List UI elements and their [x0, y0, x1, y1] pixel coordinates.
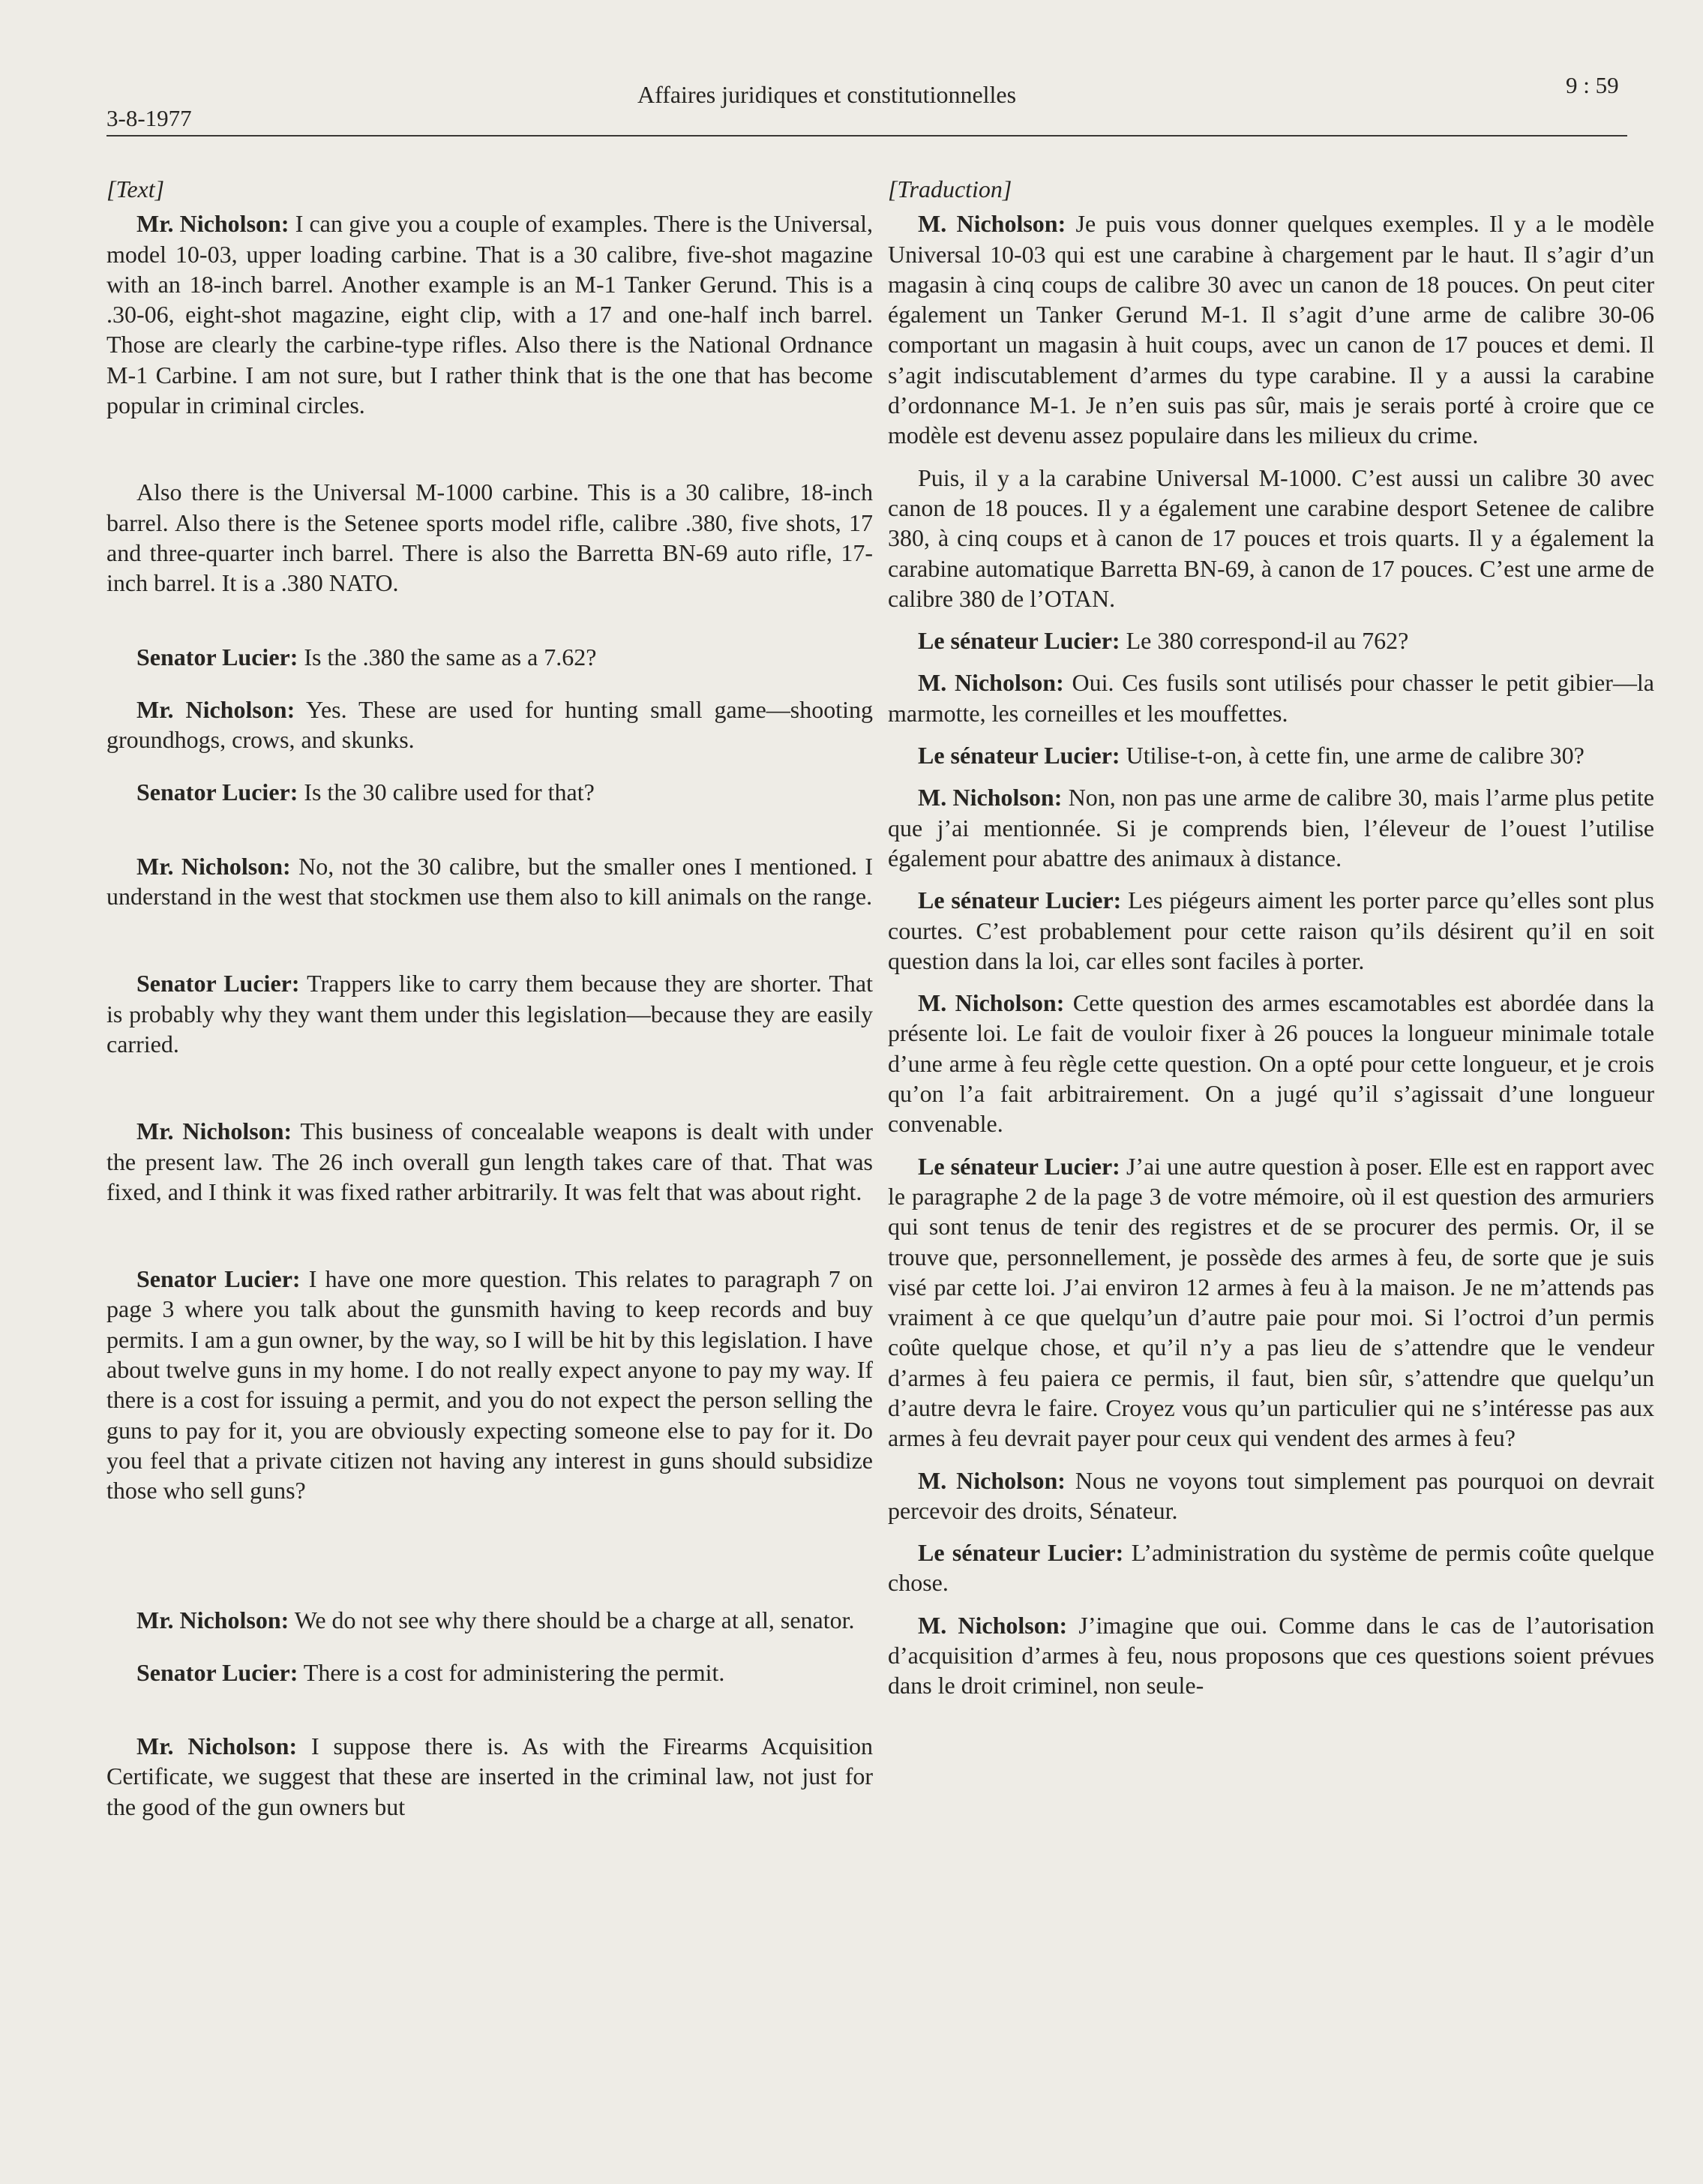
speaker-name: Mr. Nicholson:: [136, 1732, 298, 1760]
transcript-paragraph: [106, 1264, 873, 1505]
speaker-name: Senator Lucier:: [136, 643, 298, 670]
speaker-name: Le sénateur Lucier:: [918, 1152, 1120, 1180]
speaker-name: Mr. Nicholson:: [136, 210, 289, 238]
speaker-name: M. Nicholson:: [918, 1466, 1066, 1494]
header-rule: [106, 135, 1627, 136]
transcript-paragraph: [888, 668, 1654, 728]
paragraph-text: Is the 30 calibre used for that?: [298, 778, 595, 806]
paragraph-text: J’ai une autre question à poser. Elle est en rapport avec le paragraphe 2 de la page 3 de votre mémoire, où il est question des armuriers qui sont tenus de tenir des registres et de se procurer des permis. Or, il se trouve que, personnellement, je possède des armes à feu, de sorte que je suis visé par cette loi. J’ai environ 12 armes à feu à la maison. Je ne m’attends pas vraiment à ce que quelqu’un d’autre paie pour moi. Si l’octroi d’un permis coûte quelque chose, et qu’il n’y a pas lieu de s’attendre que le vendeur d’armes à feu paiera ce permis, il faut, bien sûr, s’attendre que quelqu’un d’autre devra le faire. Croyez vous qu’un particulier qui ne s’intéresse pas aux armes à feu devrait payer pour ceux qui vendent des armes à feu?: [888, 1152, 1655, 1452]
transcript-paragraph: [888, 463, 1654, 614]
transcript-paragraph: [106, 477, 873, 598]
transcript-paragraph: [888, 626, 1654, 656]
paragraph-text: Je puis vous donner quelques exemples. Il y a le modèle Universal 10-03 qui est une carabine à chargement par le haut. Il s’agir d’un magasin à cinq coups de calibre 30 avec un canon de 18 pouces. On peut citer également un Tanker Gerund M-1. Il s’agit d’une arme de calibre 30-06 comportant un magasin à huit coups, avec un canon de 17 pouces et demi. Il s’agit indiscutablement d’armes du type carabine. Il y a aussi la carabine d’ordonnance M-1. Je n’en suis pas sûr, mais je serais porté à croire que ce modèle est devenu assez populaire dans les milieux du crime.: [888, 210, 1655, 449]
transcript-paragraph: [106, 1731, 873, 1822]
speaker-name: Le sénateur Lucier:: [918, 742, 1120, 770]
speaker-name: Le sénateur Lucier:: [918, 886, 1122, 914]
speaker-name: Mr. Nicholson:: [136, 695, 295, 723]
speaker-name: M. Nicholson:: [918, 989, 1065, 1017]
speaker-name: Le sénateur Lucier:: [918, 627, 1120, 655]
paragraph-text: Also there is the Universal M-1000 carbine. This is a 30 calibre, 18-inch barrel. Also there is the Setenee sports model rifle, calibre .380, five shots, 17 and three-quarter inch barrel. There is also the Barretta BN-69 auto rifle, 17-inch barrel. It is a .380 NATO.: [106, 478, 873, 597]
speaker-name: Senator Lucier:: [136, 1265, 301, 1293]
speaker-name: Mr. Nicholson:: [136, 852, 291, 880]
paragraph-text: J’imagine que oui. Comme dans le cas de l’autorisation d’acquisition d’armes à feu, nous proposons que ces questions soient prévues dans le droit criminel, non seule-: [888, 1611, 1655, 1700]
paragraph-text: No, not the 30 calibre, but the smaller ones I mentioned. I understand in the west that stockmen use them also to kill animals on the range.: [106, 852, 874, 910]
paragraph-text: Yes. These are used for hunting small game—shooting groundhogs, crows, and skunks.: [106, 695, 873, 754]
paragraph-text: Nous ne voyons tout simplement pas pourquoi on devrait percevoir des droits, Sénateur.: [888, 1466, 1655, 1524]
transcript-paragraph: [888, 740, 1654, 770]
transcript-paragraph: [888, 1538, 1654, 1598]
paragraph-text: Utilise-t-on, à cette fin, une arme de calibre 30?: [1120, 742, 1585, 770]
transcript-paragraph: [888, 782, 1654, 873]
paragraph-text: I can give you a couple of examples. There is the Universal, model 10-03, upper loading carbine. That is a 30 calibre, five-shot magazine with an 18-inch barrel. Another example is an M-1 Tanker Gerund. This is a .30-06, eight-shot magazine, eight clip, with a 17 and one-half inch barrel. Those are clearly the carbine-type rifles. Also there is the National Ordnance M-1 Carbine. I am not sure, but I rather think that is the one that has become popular in criminal circles.: [106, 210, 874, 419]
transcript-paragraph: [888, 885, 1654, 976]
paragraph-text: This business of concealable weapons is dealt with under the present law. The 26 inch overall gun length takes care of that. That was fixed, and I think it was fixed rather arbitrarily. It was felt that was about right.: [106, 1118, 873, 1205]
transcript-paragraph: [888, 988, 1654, 1138]
transcript-paragraph: [106, 208, 873, 420]
transcript-paragraph: [106, 1605, 873, 1635]
transcript-paragraph: [888, 1466, 1654, 1526]
header-title: Affaires juridiques et constitutionnelles: [637, 81, 1017, 108]
transcript-paragraph: [888, 1610, 1654, 1701]
french-column: [888, 174, 1654, 1701]
english-column: [106, 174, 873, 1822]
speaker-name: M. Nicholson:: [918, 669, 1064, 697]
speaker-name: Senator Lucier:: [136, 1658, 298, 1686]
speaker-name: M. Nicholson:: [918, 210, 1066, 238]
transcript-paragraph: [106, 1116, 873, 1207]
speaker-name: Mr. Nicholson:: [136, 1606, 289, 1634]
paragraph-text: Les piégeurs aiment les porter parce qu’elles sont plus courtes. C’est probablement pour cette raison qu’ils désirent qu’il en soit question dans la loi, car elles sont faciles à porter.: [888, 886, 1655, 974]
english-section-label: [Text]: [106, 176, 165, 202]
paragraph-text: Is the .380 the same as a 7.62?: [298, 643, 597, 670]
paragraph-text: I suppose there is. As with the Firearms Acquisition Certificate, we suggest that these are inserted in the criminal law, not just for the good of the gun owners but: [106, 1732, 874, 1820]
paragraph-text: Puis, il y a la carabine Universal M-1000. C’est aussi un calibre 30 avec canon de 18 pouces. Il y a également une carabine desport Setenee de calibre 380, à cinq coups et à canon de 17 pouces et trois quarts. Il y a également la carabine automatique Barretta BN-69, à canon de 17 pouces. C’est une arme de calibre 380 de l’OTAN.: [888, 464, 1654, 612]
speaker-name: Mr. Nicholson:: [136, 1118, 292, 1145]
speaker-name: Senator Lucier:: [136, 970, 300, 998]
transcript-paragraph: [106, 777, 873, 807]
paragraph-text: We do not see why there should be a charge at all, senator.: [289, 1606, 855, 1634]
paragraph-text: Trappers like to carry them because they are shorter. That is probably why they want them under this legislation—because they are easily carried.: [106, 970, 874, 1058]
transcript-paragraph: [888, 208, 1654, 450]
speaker-name: Senator Lucier:: [136, 778, 298, 806]
transcript-paragraph: [106, 694, 873, 755]
speaker-name: Le sénateur Lucier:: [918, 1539, 1124, 1567]
paragraph-text: There is a cost for administering the permit.: [298, 1658, 725, 1686]
paragraph-text: Oui. Ces fusils sont utilisés pour chasser le petit gibier—la marmotte, les corneilles et les mouffettes.: [888, 669, 1655, 727]
paragraph-text: I have one more question. This relates to paragraph 7 on page 3 where you talk about the gunsmith having to keep records and buy permits. I am a gun owner, by the way, so I will be hit by this legislation. I have about twelve guns in my home. I do not really expect anyone to pay my way. If there is a cost for issuing a permit, and you do not expect the person selling the guns to pay for it, you are obviously expecting someone else to pay for it. Do you feel that a private citizen not having any interest in guns should subsidize those who sell guns?: [106, 1265, 874, 1504]
header-date: 3-8-1977: [106, 105, 192, 131]
transcript-paragraph: [106, 968, 873, 1059]
paragraph-text: Le 380 correspond-il au 762?: [1120, 627, 1409, 655]
speaker-name: M. Nicholson:: [918, 1611, 1068, 1639]
transcript-paragraph: [106, 642, 873, 672]
french-section-label: [Traduction]: [888, 176, 1012, 202]
transcript-paragraph: [106, 851, 873, 912]
paragraph-text: Non, non pas une arme de calibre 30, mais l’arme plus petite que j’ai mentionnée. Si je comprends bien, l’éleveur de l’ouest l’utilise également pour abattre des animaux à distance.: [888, 784, 1654, 872]
transcript-paragraph: [106, 1658, 873, 1688]
paragraph-text: L’administration du système de permis coûte quelque chose.: [888, 1539, 1655, 1597]
header-page-number: 9 : 59: [1566, 72, 1619, 98]
paragraph-text: Cette question des armes escamotables est abordée dans la présente loi. Le fait de vouloir fixer à 26 pouces la longueur minimale totale d’une arme à feu règle cette question. On a opté pour cette longueur, et je crois qu’on l’a fait arbitrairement. On a jugé qu’il s’agissait d’une longueur convenable.: [888, 989, 1655, 1138]
speaker-name: M. Nicholson:: [918, 784, 1063, 812]
transcript-paragraph: [888, 1151, 1654, 1454]
